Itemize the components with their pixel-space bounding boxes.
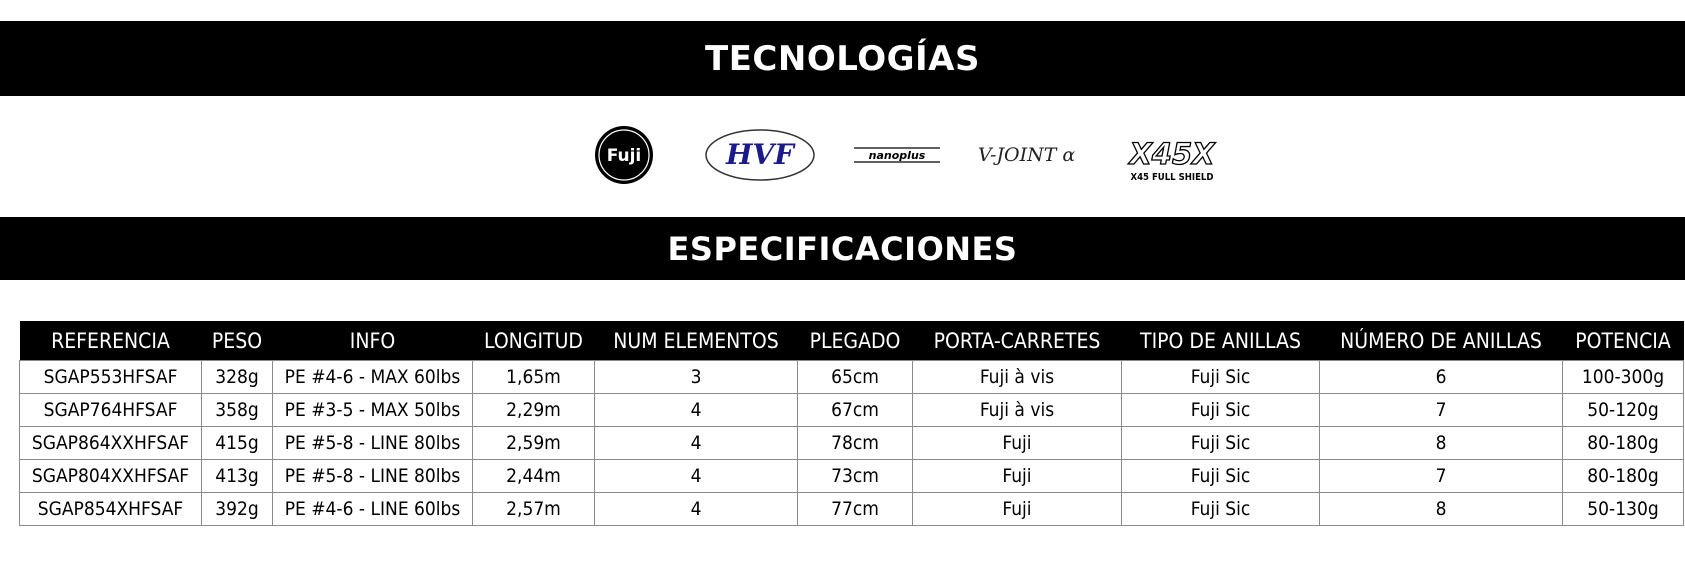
cell-plegado: 73cm xyxy=(798,460,913,493)
table-row xyxy=(20,361,1684,394)
svg-text:HVF: HVF xyxy=(725,138,795,171)
cell-longitud: 2,57m xyxy=(473,493,595,526)
column-header-potencia: POTENCIA xyxy=(1563,321,1684,361)
cell-longitud: 2,29m xyxy=(473,394,595,427)
cell-plegado: 78cm xyxy=(798,427,913,460)
technologies-title: TECNOLOGÍAS xyxy=(705,38,980,79)
cell-longitud: 2,44m xyxy=(473,460,595,493)
specifications-banner xyxy=(0,217,1685,280)
cell-porta-carretes: Fuji à vis xyxy=(913,394,1122,427)
cell-tipo-de-anillas: Fuji Sic xyxy=(1122,460,1320,493)
column-header-tipo-de-anillas: TIPO DE ANILLAS xyxy=(1122,321,1320,361)
cell-peso: 328g xyxy=(202,361,273,394)
cell-num-elementos: 3 xyxy=(595,361,798,394)
cell-potencia: 50-120g xyxy=(1563,394,1684,427)
cell-peso: 413g xyxy=(202,460,273,493)
svg-text:X45X: X45X xyxy=(1129,137,1215,171)
cell-numero-de-anillas: 7 xyxy=(1320,394,1563,427)
cell-referencia: SGAP804XXHFSAF xyxy=(20,460,202,493)
cell-tipo-de-anillas: Fuji Sic xyxy=(1122,361,1320,394)
fuji-logo xyxy=(594,125,654,185)
nanoplus-logo xyxy=(852,145,942,165)
cell-plegado: 65cm xyxy=(798,361,913,394)
cell-potencia: 80-180g xyxy=(1563,460,1684,493)
svg-text:Fuji: Fuji xyxy=(606,146,642,166)
cell-porta-carretes: Fuji à vis xyxy=(913,361,1122,394)
cell-longitud: 2,59m xyxy=(473,427,595,460)
svg-text:nanoplus: nanoplus xyxy=(868,149,926,162)
column-header-numero-de-anillas: NÚMERO DE ANILLAS xyxy=(1320,321,1563,361)
cell-potencia: 50-130g xyxy=(1563,493,1684,526)
cell-referencia: SGAP553HFSAF xyxy=(20,361,202,394)
cell-referencia: SGAP764HFSAF xyxy=(20,394,202,427)
cell-tipo-de-anillas: Fuji Sic xyxy=(1122,394,1320,427)
cell-info: PE #5-8 - LINE 80lbs xyxy=(273,427,473,460)
table-row xyxy=(20,394,1684,427)
cell-referencia: SGAP864XXHFSAF xyxy=(20,427,202,460)
v-joint-alpha-logo xyxy=(978,141,1092,167)
cell-porta-carretes: Fuji xyxy=(913,427,1122,460)
cell-numero-de-anillas: 8 xyxy=(1320,493,1563,526)
cell-referencia: SGAP854XHFSAF xyxy=(20,493,202,526)
specifications-table xyxy=(19,321,1684,526)
cell-tipo-de-anillas: Fuji Sic xyxy=(1122,427,1320,460)
cell-num-elementos: 4 xyxy=(595,493,798,526)
x45-full-shield-logo xyxy=(1122,136,1222,184)
cell-num-elementos: 4 xyxy=(595,394,798,427)
svg-text:X45 FULL SHIELD: X45 FULL SHIELD xyxy=(1130,172,1214,183)
table-row xyxy=(20,493,1684,526)
cell-potencia: 80-180g xyxy=(1563,427,1684,460)
cell-info: PE #4-6 - LINE 60lbs xyxy=(273,493,473,526)
cell-plegado: 77cm xyxy=(798,493,913,526)
column-header-referencia: REFERENCIA xyxy=(20,321,202,361)
cell-peso: 358g xyxy=(202,394,273,427)
cell-porta-carretes: Fuji xyxy=(913,460,1122,493)
cell-peso: 392g xyxy=(202,493,273,526)
cell-peso: 415g xyxy=(202,427,273,460)
cell-potencia: 100-300g xyxy=(1563,361,1684,394)
cell-tipo-de-anillas: Fuji Sic xyxy=(1122,493,1320,526)
table-row xyxy=(20,427,1684,460)
cell-num-elementos: 4 xyxy=(595,460,798,493)
svg-text:V-JOINT α: V-JOINT α xyxy=(978,144,1076,166)
cell-info: PE #5-8 - LINE 80lbs xyxy=(273,460,473,493)
cell-num-elementos: 4 xyxy=(595,427,798,460)
specifications-title: ESPECIFICACIONES xyxy=(667,229,1018,268)
technology-logos xyxy=(0,123,1685,203)
column-header-longitud: LONGITUD xyxy=(473,321,595,361)
column-header-plegado: PLEGADO xyxy=(798,321,913,361)
column-header-info: INFO xyxy=(273,321,473,361)
hvf-logo xyxy=(704,128,816,182)
column-header-porta-carretes: PORTA-CARRETES xyxy=(913,321,1122,361)
cell-info: PE #3-5 - MAX 50lbs xyxy=(273,394,473,427)
cell-porta-carretes: Fuji xyxy=(913,493,1122,526)
cell-plegado: 67cm xyxy=(798,394,913,427)
cell-numero-de-anillas: 8 xyxy=(1320,427,1563,460)
table-row xyxy=(20,460,1684,493)
technologies-banner xyxy=(0,21,1685,96)
cell-info: PE #4-6 - MAX 60lbs xyxy=(273,361,473,394)
cell-numero-de-anillas: 7 xyxy=(1320,460,1563,493)
table-header-row xyxy=(20,321,1684,361)
cell-longitud: 1,65m xyxy=(473,361,595,394)
cell-numero-de-anillas: 6 xyxy=(1320,361,1563,394)
column-header-num-elementos: NUM ELEMENTOS xyxy=(595,321,798,361)
column-header-peso: PESO xyxy=(202,321,273,361)
